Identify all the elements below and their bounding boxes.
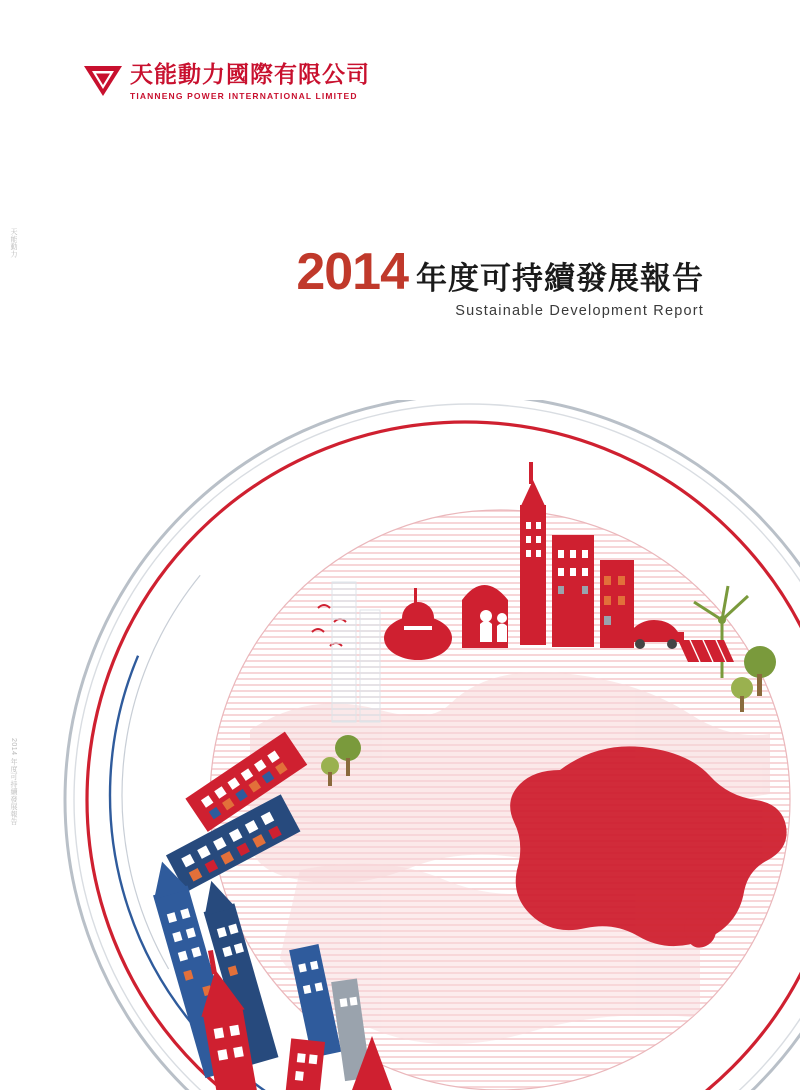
report-title-en: Sustainable Development Report <box>455 303 704 320</box>
logo-company-name-en: TIANNENG POWER INTERNATIONAL LIMITED <box>130 91 358 102</box>
report-title-cn: 年度可持續發展報告 <box>416 261 704 298</box>
report-year: 2014 <box>296 243 408 301</box>
company-logo <box>82 62 370 102</box>
cover-title-block <box>296 243 704 320</box>
logo-company-name-cn: 天能動力國際有限公司 <box>130 62 370 88</box>
globe-city-skyline-illustration <box>0 400 800 1090</box>
tianneng-triangle-mark-icon <box>82 62 124 102</box>
side-note-bottom: 2014 年度可持續發展報告 <box>10 738 17 826</box>
side-note-top: 天能動力 <box>10 228 17 258</box>
